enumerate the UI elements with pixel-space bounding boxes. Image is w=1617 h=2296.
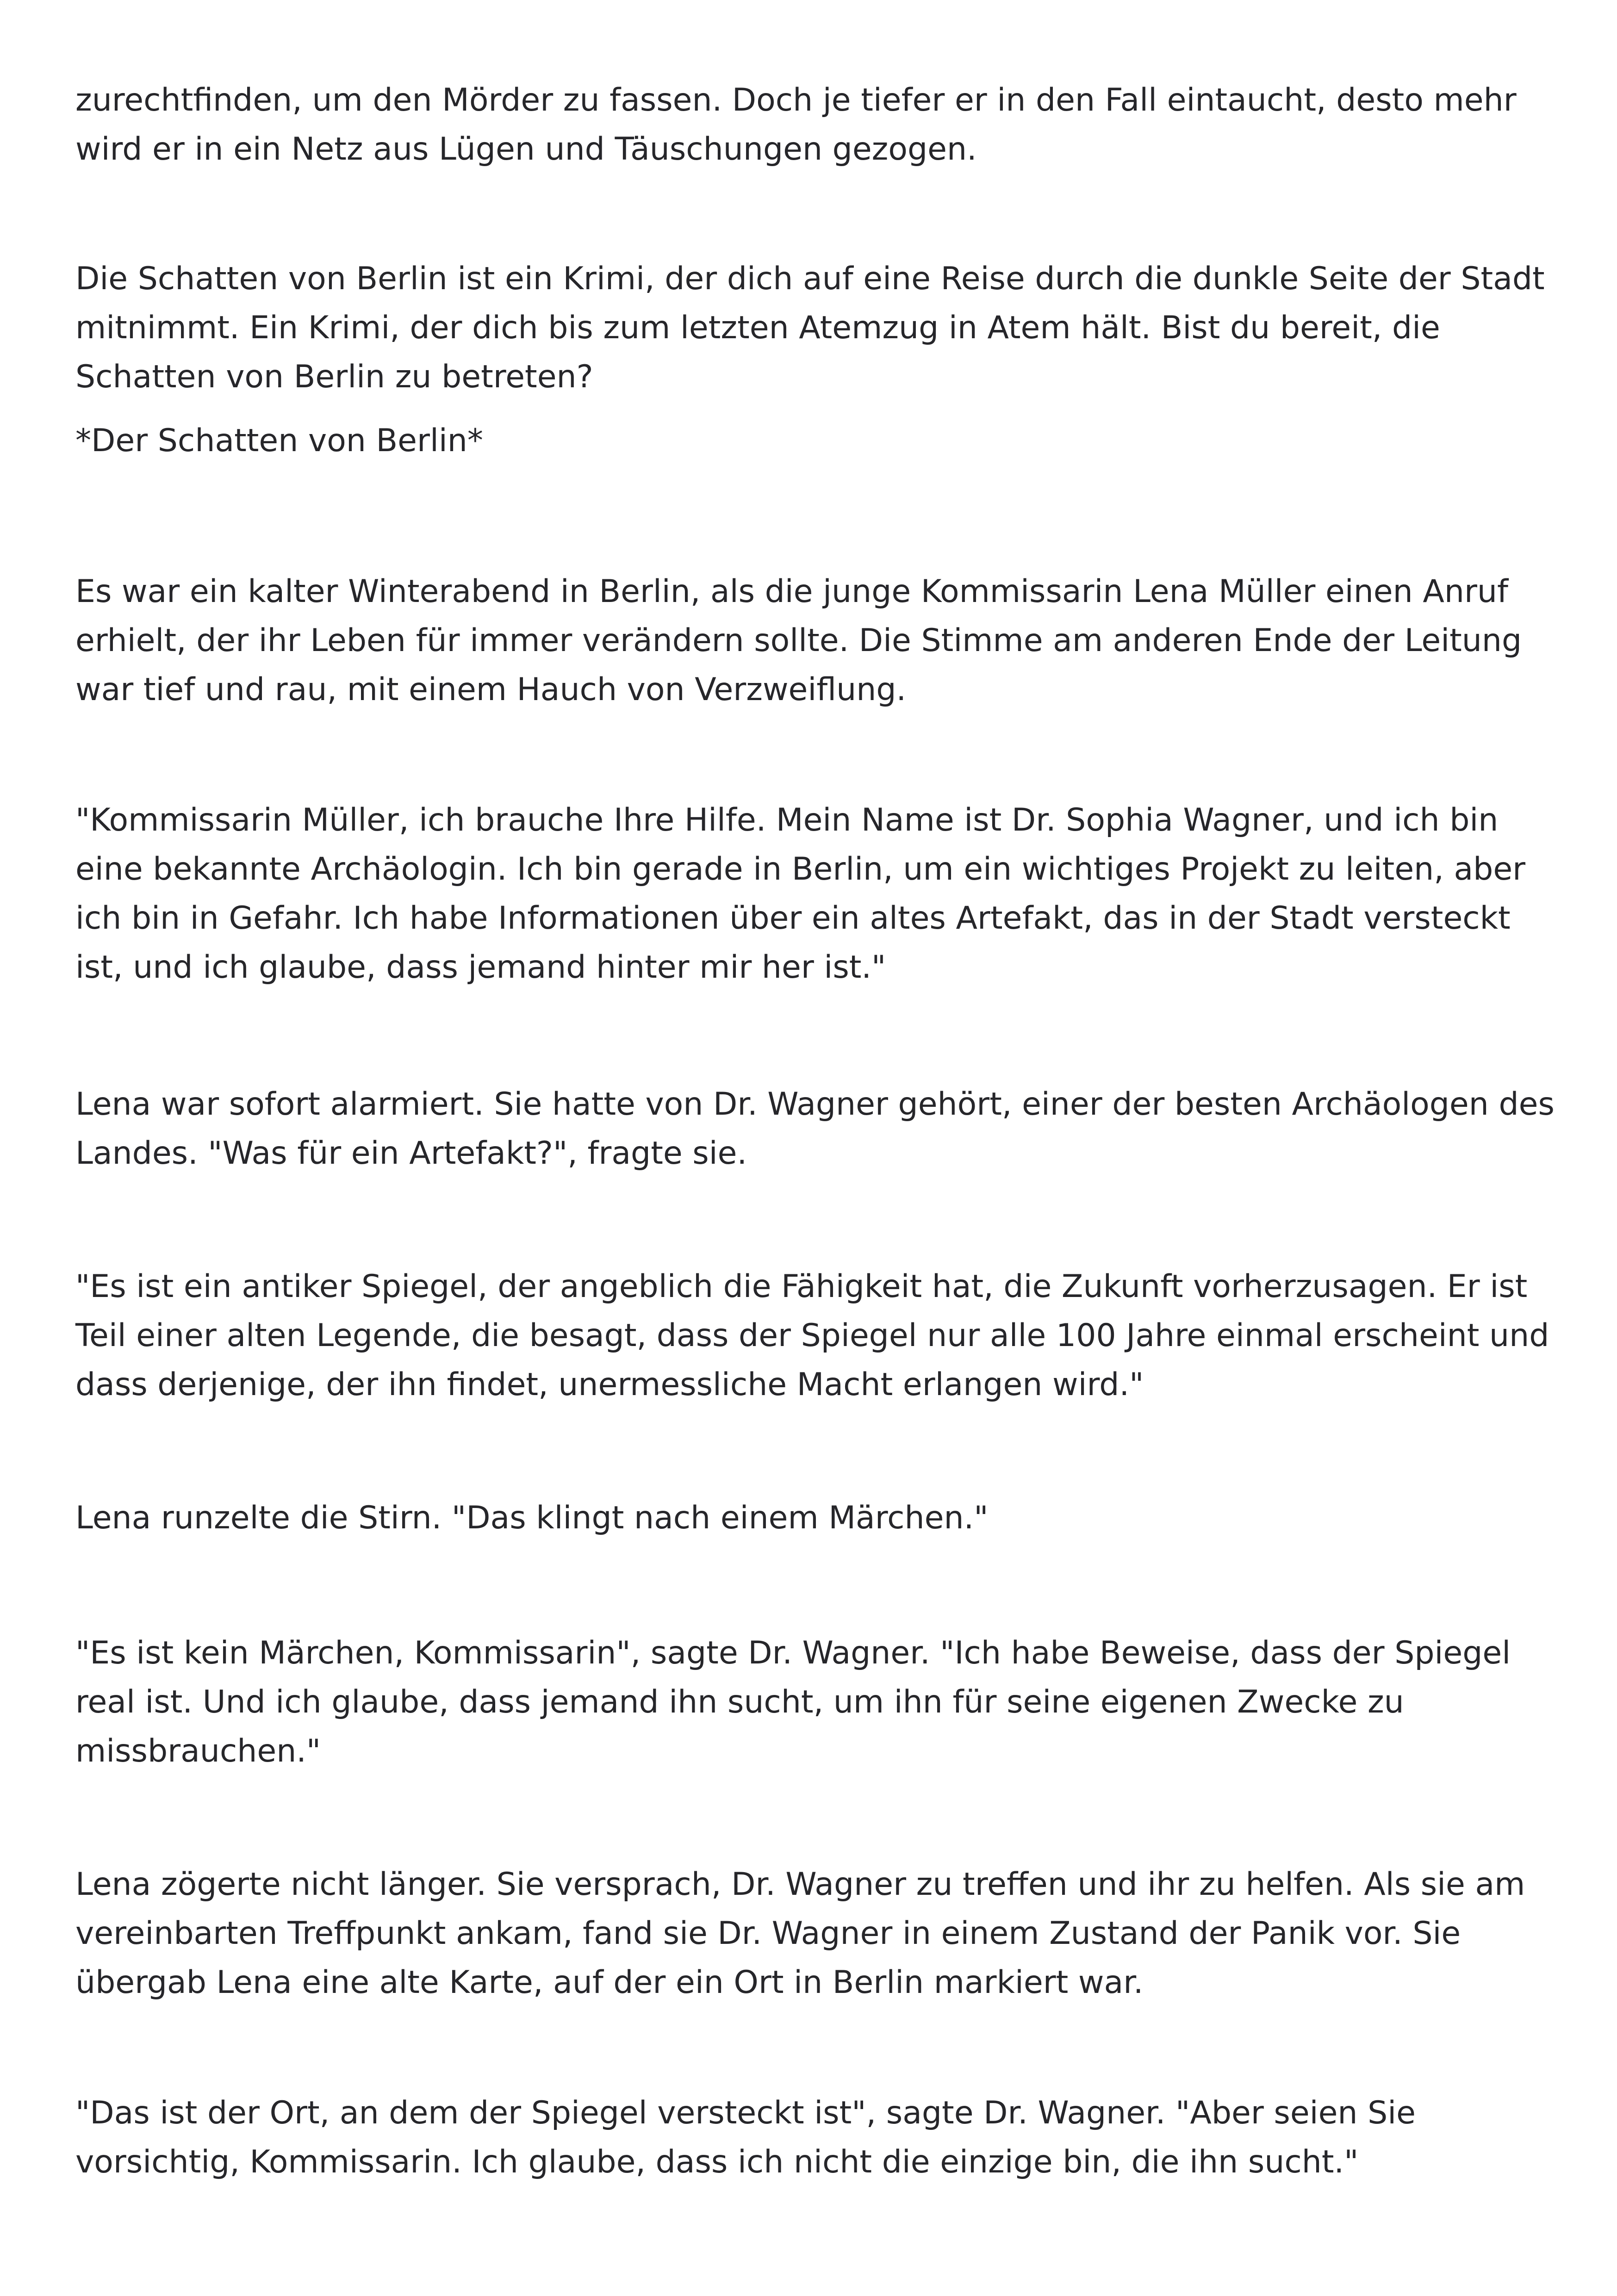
paragraph: Lena runzelte die Stirn. "Das klingt nach einem Märchen." <box>75 1500 989 1536</box>
paragraph: "Das ist der Ort, an dem der Spiegel versteckt ist", sagte Dr. Wagner. "Aber seien Sie vorsichtig, Kommissarin. Ich glaube, dass ich nicht die einzige bin, die ihn sucht." <box>75 2095 1416 2180</box>
paragraph: Lena war sofort alarmiert. Sie hatte von Dr. Wagner gehört, einer der besten Archäologen des Landes. "Was für ein Artefakt?", fragte sie. <box>75 1086 1555 1172</box>
paragraph: "Es ist kein Märchen, Kommissarin", sagte Dr. Wagner. "Ich habe Beweise, dass der Spiegel real ist. Und ich glaube, dass jemand ihn sucht, um ihn für seine eigenen Zwecke zu missbrauchen." <box>75 1635 1511 1769</box>
paragraph: zurechtfinden, um den Mörder zu fassen. Doch je tiefer er in den Fall eintaucht, desto mehr wird er in ein Netz aus Lügen und Täuschungen gezogen. <box>75 82 1517 168</box>
paragraph: Lena zögerte nicht länger. Sie versprach, Dr. Wagner zu treffen und ihr zu helfen. Als sie am vereinbarten Treffpunkt ankam, fand sie Dr. Wagner in einem Zustand der Panik vor. Sie übergab Lena eine alte Karte, auf der ein Ort in Berlin markiert war. <box>75 1866 1525 2001</box>
paragraph: Es war ein kalter Winterabend in Berlin, als die junge Kommissarin Lena Müller einen Anruf erhielt, der ihr Leben für immer verändern sollte. Die Stimme am anderen Ende der Leitung war tief und rau, mit einem Hauch von Verzweiflung. <box>75 573 1522 708</box>
book-title-line: *Der Schatten von Berlin* <box>75 422 483 459</box>
paragraph: "Es ist ein antiker Spiegel, der angeblich die Fähigkeit hat, die Zukunft vorherzusagen. Er ist Teil einer alten Legende, die besagt, dass der Spiegel nur alle 100 Jahre einmal erscheint und dass derjenige, der ihn findet, unermessliche Macht erlangen wird." <box>75 1268 1549 1403</box>
paragraph: Die Schatten von Berlin ist ein Krimi, der dich auf eine Reise durch die dunkle Seite der Stadt mitnimmt. Ein Krimi, der dich bis zum letzten Atemzug in Atem hält. Bist du bereit, die Schatten von Berlin zu betreten? <box>75 261 1545 395</box>
paragraph: "Kommissarin Müller, ich brauche Ihre Hilfe. Mein Name ist Dr. Sophia Wagner, und ich bin eine bekannte Archäologin. Ich bin gerade in Berlin, um ein wichtiges Projekt zu leiten, aber ich bin in Gefahr. Ich habe Informationen über ein altes Artefakt, das in der Stadt versteckt ist, und ich glaube, dass jemand hinter mir her ist." <box>75 802 1526 986</box>
